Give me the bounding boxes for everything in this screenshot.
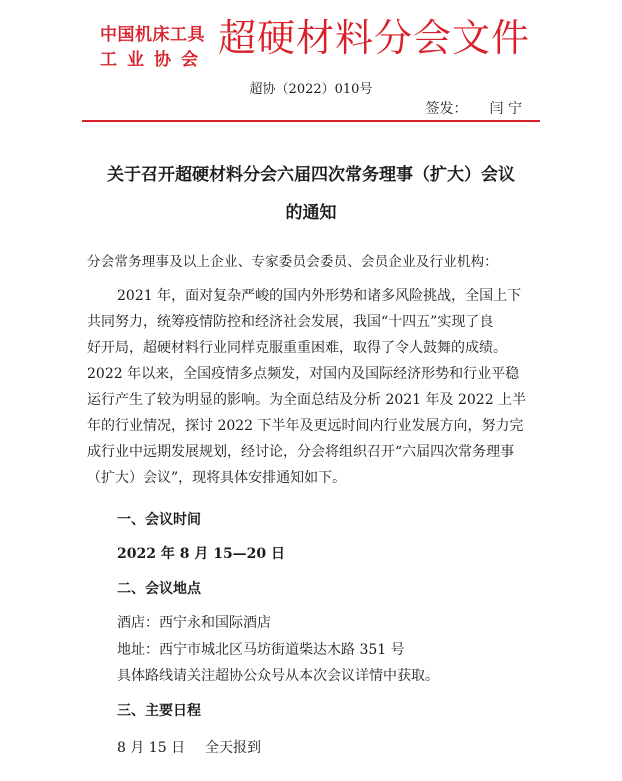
paragraph-line: 2022 年以来，全国疫情多点频发，对国内及国际经济形势和行业平稳 <box>87 366 520 382</box>
document-number: 超协（2022）010号 <box>249 82 373 97</box>
paragraph-line: 好开局，超硬材料行业同样克服重重困难，取得了令人鼓舞的成绩。 <box>87 340 507 356</box>
section-heading-schedule: 三、主要日程 <box>117 703 201 719</box>
org-name-line1: 中国机床工具 <box>100 25 205 45</box>
paragraph-line: 成行业中远期发展规划，经讨论，分会将组织召开“六届四次常务理事 <box>87 444 515 460</box>
addressee: 分会常务理事及以上企业、专家委员会委员、会员企业及行业机构： <box>87 254 498 270</box>
section-heading-time: 一、会议时间 <box>117 512 201 528</box>
document-header-title: 超硬材料分会文件 <box>218 16 531 60</box>
notice-title-line1: 关于召开超硬材料分会六届四次常务理事（扩大）会议 <box>107 165 515 185</box>
paragraph-line: 共同努力，统筹疫情防控和经济社会发展，我国“十四五”实现了良 <box>87 314 494 330</box>
signer <box>426 98 522 118</box>
header-divider <box>82 120 540 122</box>
hotel-name: 酒店：西宁永和国际酒店 <box>117 615 271 631</box>
paragraph-line: 运行产生了较为明显的影响。为全面总结及分析 2021 年及 2022 上半 <box>87 392 527 408</box>
paragraph-line: （扩大）会议”，现将具体安排通知如下。 <box>87 470 347 486</box>
signer-label: 签发： <box>425 101 468 117</box>
meeting-date: 2022 年 8 月 15—20 日 <box>117 546 286 562</box>
signer-name: 闫 宁 <box>489 101 522 117</box>
section-heading-location: 二、会议地点 <box>117 581 201 597</box>
notice-title-line2: 的通知 <box>285 203 337 223</box>
hotel-address: 地址：西宁市城北区马坊街道柴达木路 351 号 <box>117 642 405 658</box>
paragraph-line: 2021 年，面对复杂严峻的国内外形势和诸多风险挑战，全国上下 <box>117 288 522 304</box>
org-name-line2: 工业协会 <box>100 50 208 70</box>
schedule-date: 8 月 15 日 <box>117 740 186 756</box>
schedule-item: 全天报到 <box>205 740 261 756</box>
paragraph-line: 年的行业情况，探讨 2022 下半年及更远时间内行业发展方向，努力完 <box>87 418 524 434</box>
route-note: 具体路线请关注超协公众号从本次会议详情中获取。 <box>117 668 439 684</box>
